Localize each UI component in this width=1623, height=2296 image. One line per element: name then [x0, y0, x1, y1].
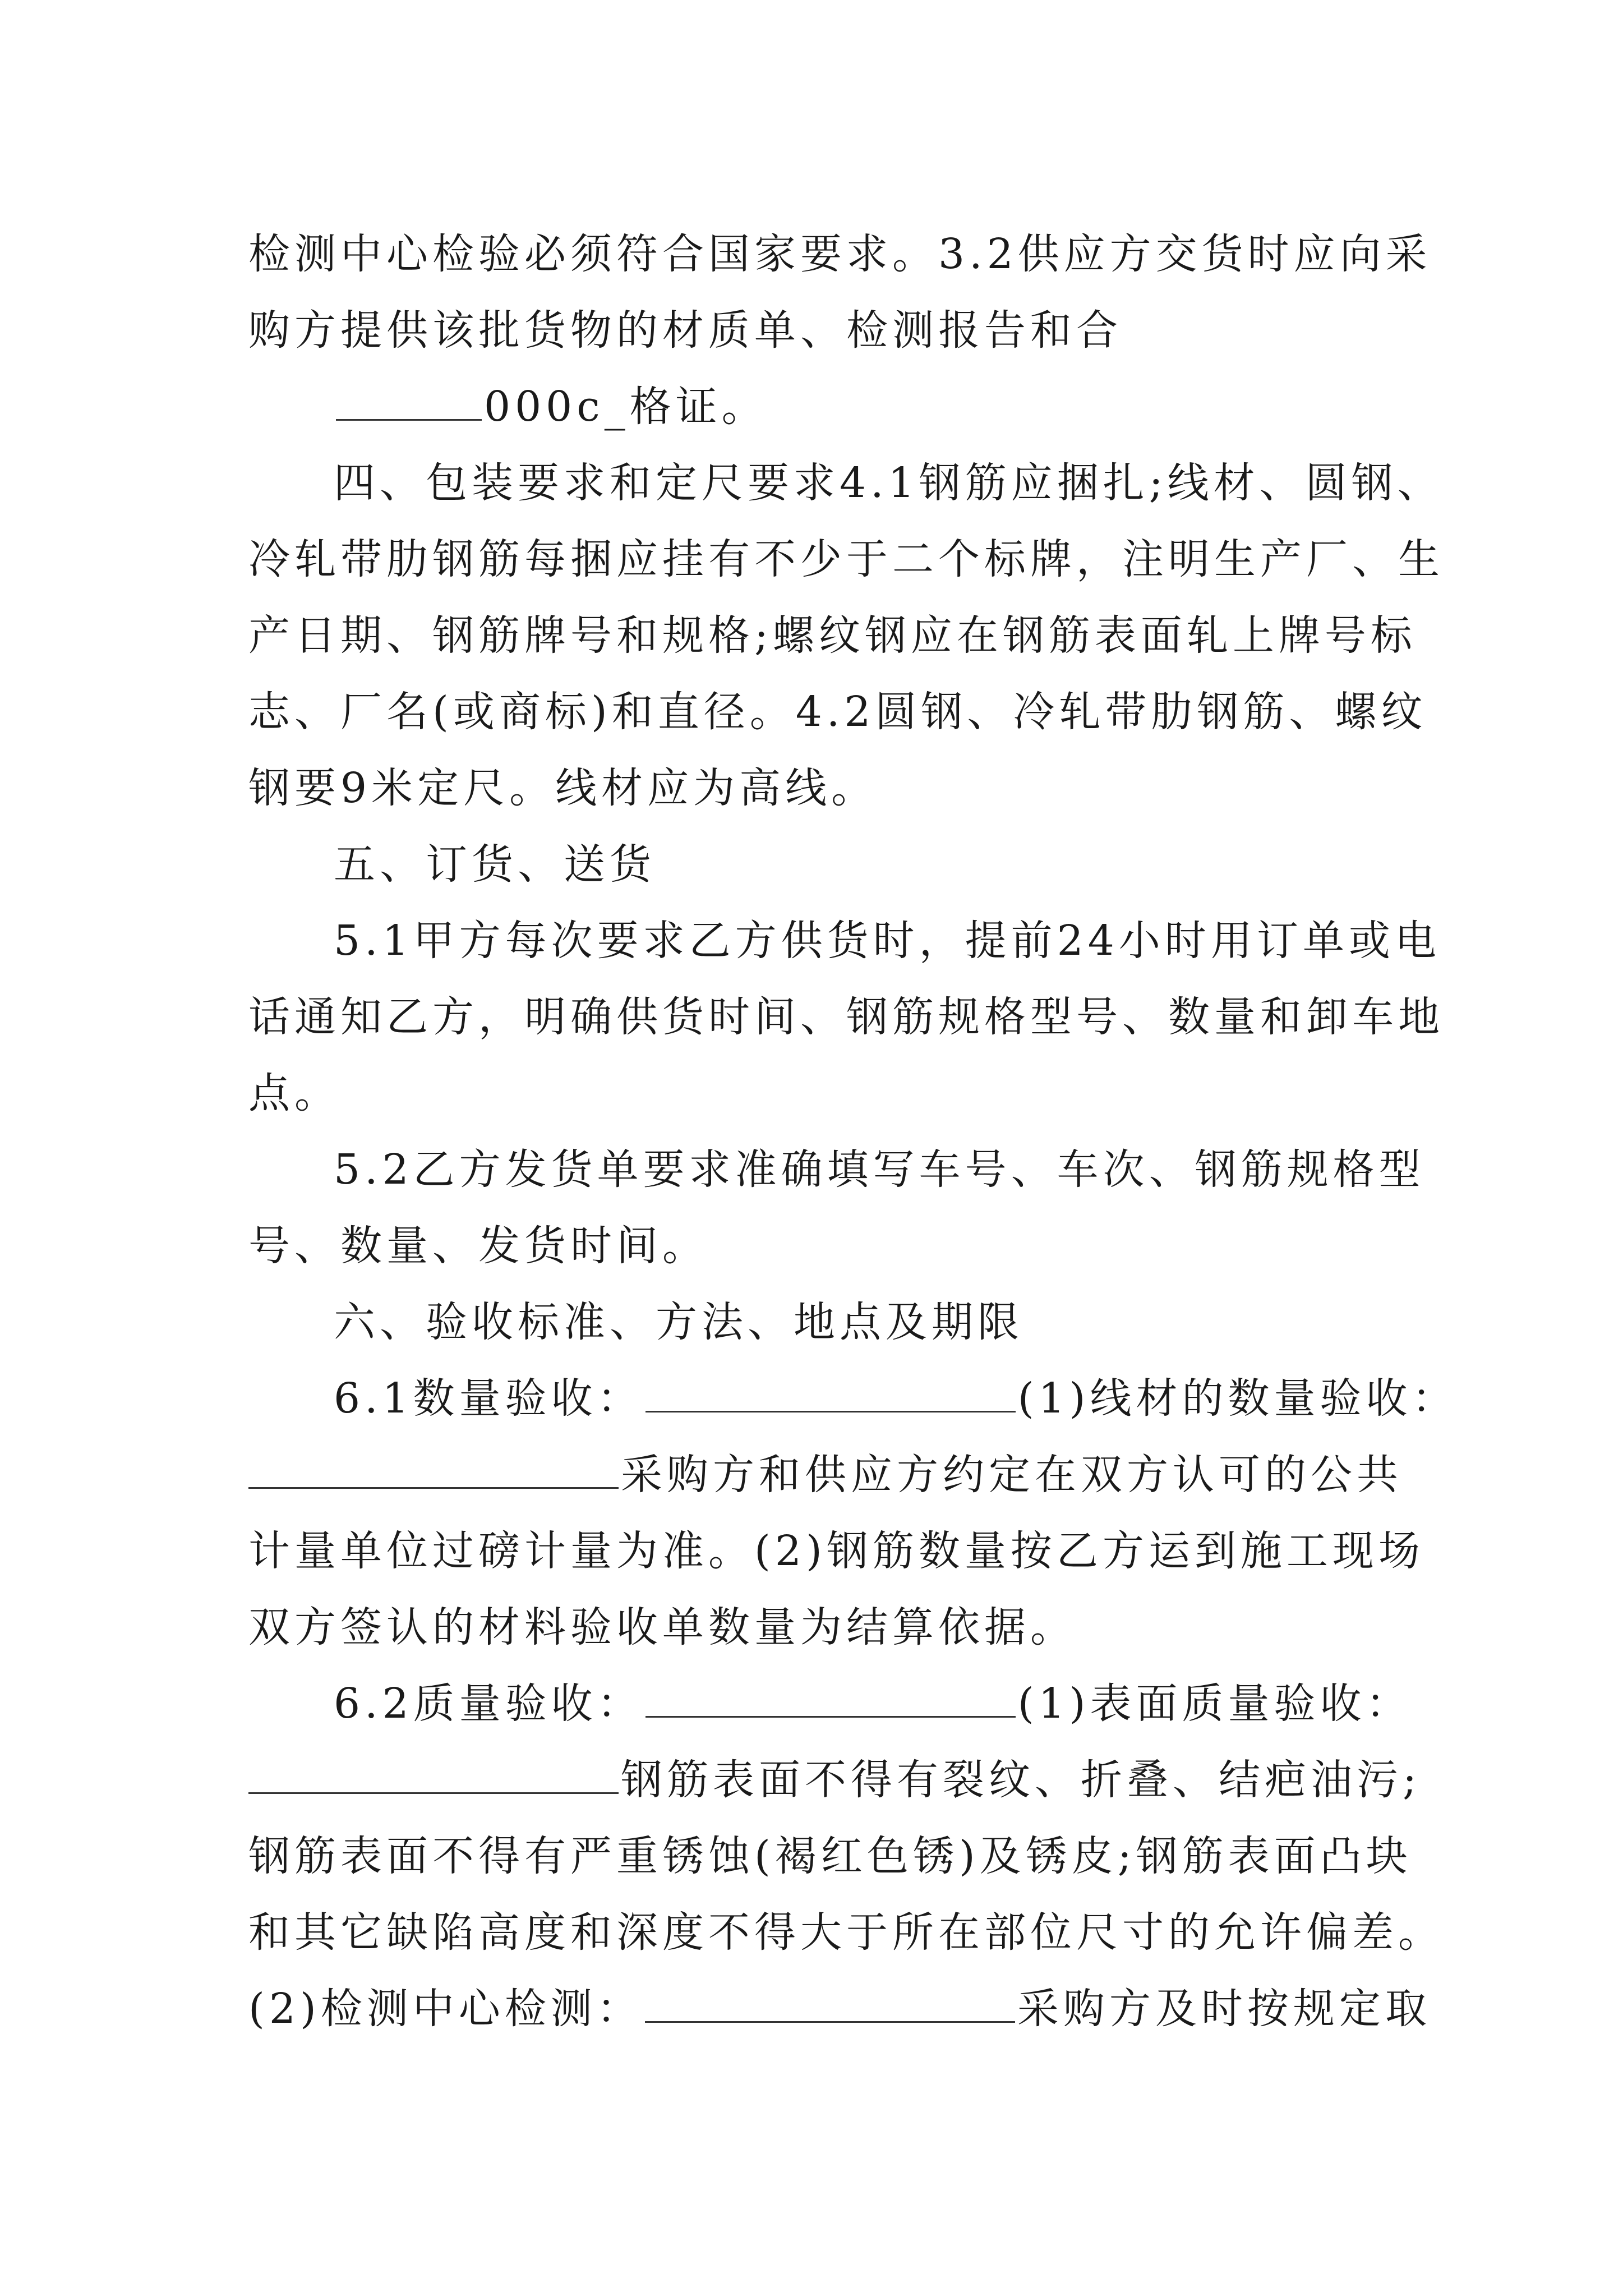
paragraph-line: 双方签认的材料验收单数量为结算依据。	[248, 1603, 1076, 1651]
paragraph-line: 计量单位过磅计量为准。(2)钢筋数量按乙方运到施工现场	[248, 1527, 1424, 1575]
fill-in-blank	[248, 1451, 619, 1489]
paragraph-line: 话通知乙方，明确供货时间、钢筋规格型号、数量和卸车地	[248, 993, 1444, 1041]
paragraph-line: 检测中心检验必须符合国家要求。3.2供应方交货时应向采	[248, 230, 1432, 278]
paragraph-text: 采购方及时按规定取	[1017, 1985, 1431, 2033]
paragraph-line: 冷轧带肋钢筋每捆应挂有不少于二个标牌，注明生产厂、生	[248, 535, 1444, 583]
paragraph-text: (1)线材的数量验收：	[1017, 1374, 1458, 1423]
paragraph-text: (2)检测中心检测：	[248, 1985, 643, 2033]
paragraph-text: (1)表面质量验收：	[1017, 1680, 1412, 1728]
paragraph-line: 5.1甲方每次要求乙方供货时，提前24小时用订单或电	[334, 917, 1441, 965]
paragraph-line	[248, 1971, 1431, 2047]
document-page	[248, 216, 1458, 2047]
paragraph-text: 6.2质量验收：	[334, 1680, 643, 1728]
fill-in-blank	[645, 1680, 1016, 1718]
paragraph-line: 和其它缺陷高度和深度不得大于所在部位尺寸的允许偏差。	[248, 1908, 1444, 1957]
fill-in-blank	[645, 1985, 1015, 2023]
fill-in-blank	[645, 1375, 1016, 1412]
paragraph-line	[248, 369, 1381, 445]
paragraph-line: 号、数量、发货时间。	[248, 1222, 708, 1270]
section-heading: 六、验收标准、方法、地点及期限	[334, 1298, 1023, 1346]
paragraph-line: 钢筋表面不得有严重锈蚀(褐红色锈)及锈皮;钢筋表面凸块	[248, 1832, 1412, 1880]
paragraph-text: 采购方和供应方约定在双方认可的公共	[621, 1451, 1403, 1499]
paragraph-line: 四、包装要求和定尺要求4.1钢筋应捆扎;线材、圆钢、	[334, 459, 1444, 507]
paragraph-line: 产日期、钢筋牌号和规格;螺纹钢应在钢筋表面轧上牌号标	[248, 611, 1417, 660]
paragraph-text: 钢筋表面不得有裂纹、折叠、结疤油污;	[621, 1756, 1421, 1804]
section-heading: 五、订货、送货	[334, 840, 656, 889]
paragraph-line: 志、厂名(或商标)和直径。4.2圆钢、冷轧带肋钢筋、螺纹	[248, 688, 1427, 736]
paragraph-line: 钢要9米定尺。线材应为高线。	[248, 764, 878, 812]
paragraph-text: 6.1数量验收：	[334, 1374, 643, 1423]
paragraph-line	[248, 1360, 1458, 1437]
paragraph-line	[248, 1437, 1403, 1513]
paragraph-line: 购方提供该批货物的材质单、检测报告和合	[248, 306, 1122, 355]
fill-in-blank	[248, 1756, 619, 1794]
paragraph-text: 000c_格证。	[484, 383, 768, 431]
fill-in-blank	[336, 383, 482, 421]
paragraph-line: 5.2乙方发货单要求准确填写车号、车次、钢筋规格型	[334, 1145, 1425, 1194]
paragraph-line	[248, 1665, 1412, 1742]
paragraph-line: 点。	[248, 1069, 340, 1117]
paragraph-line	[248, 1742, 1421, 1818]
